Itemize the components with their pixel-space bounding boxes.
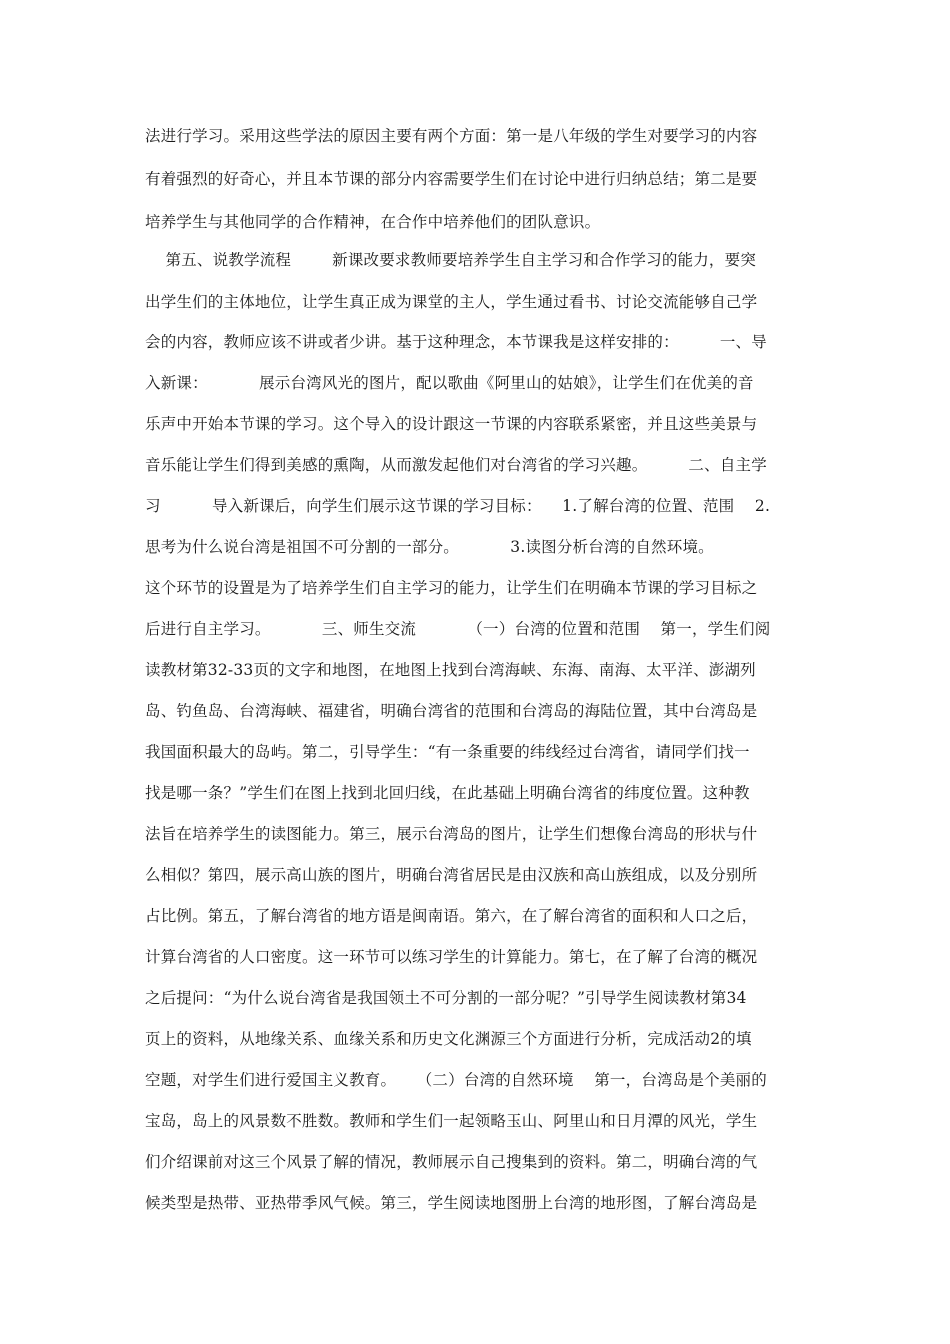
paragraph-line-7: 入新课： 展示台湾风光的图片，配以歌曲《阿里山的姑娘》，让学生们在优美的音 — [145, 374, 754, 392]
paragraph-line-23: 页上的资料，从地缘关系、血缘关系和历史文化渊源三个方面进行分析，完成活动2的填 — [145, 1030, 752, 1048]
paragraph-line-5: 出学生们的主体地位，让学生真正成为课堂的主人，学生通过看书、讨论交流能够自己学 — [145, 293, 758, 311]
paragraph-line-8: 乐声中开始本节课的学习。这个导入的设计跟这一节课的内容联系紧密，并且这些美景与 — [145, 415, 758, 433]
paragraph-line-18: 法旨在培养学生的读图能力。第三，展示台湾岛的图片，让学生们想像台湾岛的形状与什 — [145, 825, 758, 843]
paragraph-line-22: 之后提问：“为什么说台湾省是我国领土不可分割的一部分呢？”引导学生阅读教材第34 — [145, 989, 747, 1007]
paragraph-line-26: 们介绍课前对这三个风景了解的情况，教师展示自己搜集到的资料。第二，明确台湾的气 — [145, 1153, 758, 1171]
paragraph-line-15: 岛、钓鱼岛、台湾海峡、福建省，明确台湾省的范围和台湾岛的海陆位置，其中台湾岛是 — [145, 702, 758, 720]
paragraph-line-25: 宝岛，岛上的风景数不胜数。教师和学生们一起领略玉山、阿里山和日月潭的风光，学生 — [145, 1112, 758, 1130]
paragraph-line-9: 音乐能让学生们得到美感的熏陶，从而激发起他们对台湾省的学习兴趣。 二、自主学 — [145, 456, 767, 474]
paragraph-line-6: 会的内容，教师应该不讲或者少讲。基于这种理念，本节课我是这样安排的： 一、导 — [145, 333, 767, 351]
paragraph-line-14: 读教材第32-33页的文字和地图，在地图上找到台湾海峡、东海、南海、太平洋、澎湖列 — [145, 661, 756, 679]
paragraph-line-4: 第五、说教学流程 新课改要求教师要培养学生自主学习和合作学习的能力，要突 — [145, 251, 757, 269]
paragraph-line-12: 这个环节的设置是为了培养学生们自主学习的能力，让学生们在明确本节课的学习目标之 — [145, 579, 758, 597]
paragraph-line-1: 法进行学习。采用这些学法的原因主要有两个方面：第一是八年级的学生对要学习的内容 — [145, 127, 758, 145]
paragraph-line-10: 习 导入新课后，向学生们展示这节课的学习目标： 1.了解台湾的位置、范围 2. — [145, 497, 771, 515]
paragraph-line-20: 占比例。第五，了解台湾省的地方语是闽南语。第六，在了解台湾省的面积和人口之后， — [145, 907, 758, 925]
paragraph-line-2: 有着强烈的好奇心，并且本节课的部分内容需要学生们在讨论中进行归纳总结；第二是要 — [145, 170, 758, 188]
paragraph-line-16: 我国面积最大的岛屿。第二，引导学生：“有一条重要的纬线经过台湾省，请同学们找一 — [145, 743, 750, 761]
paragraph-line-19: 么相似？第四，展示高山族的图片，明确台湾省居民是由汉族和高山族组成，以及分别所 — [145, 866, 758, 884]
paragraph-line-21: 计算台湾省的人口密度。这一环节可以练习学生的计算能力。第七，在了解了台湾的概况 — [145, 948, 758, 966]
paragraph-line-3: 培养学生与其他同学的合作精神，在合作中培养他们的团队意识。 — [145, 213, 601, 231]
paragraph-line-24: 空题，对学生们进行爱国主义教育。 （二）台湾的自然环境 第一，台湾岛是个美丽的 — [145, 1071, 767, 1089]
paragraph-line-13: 后进行自主学习。 三、师生交流 （一）台湾的位置和范围 第一，学生们阅 — [145, 620, 771, 638]
paragraph-line-17: 找是哪一条？”学生们在图上找到北回归线，在此基础上明确台湾省的纬度位置。这种教 — [145, 784, 750, 802]
paragraph-line-27: 候类型是热带、亚热带季风气候。第三，学生阅读地图册上台湾的地形图，了解台湾岛是 — [145, 1194, 758, 1212]
paragraph-line-11: 思考为什么说台湾是祖国不可分割的一部分。 3.读图分析台湾的自然环境。 — [145, 538, 714, 556]
